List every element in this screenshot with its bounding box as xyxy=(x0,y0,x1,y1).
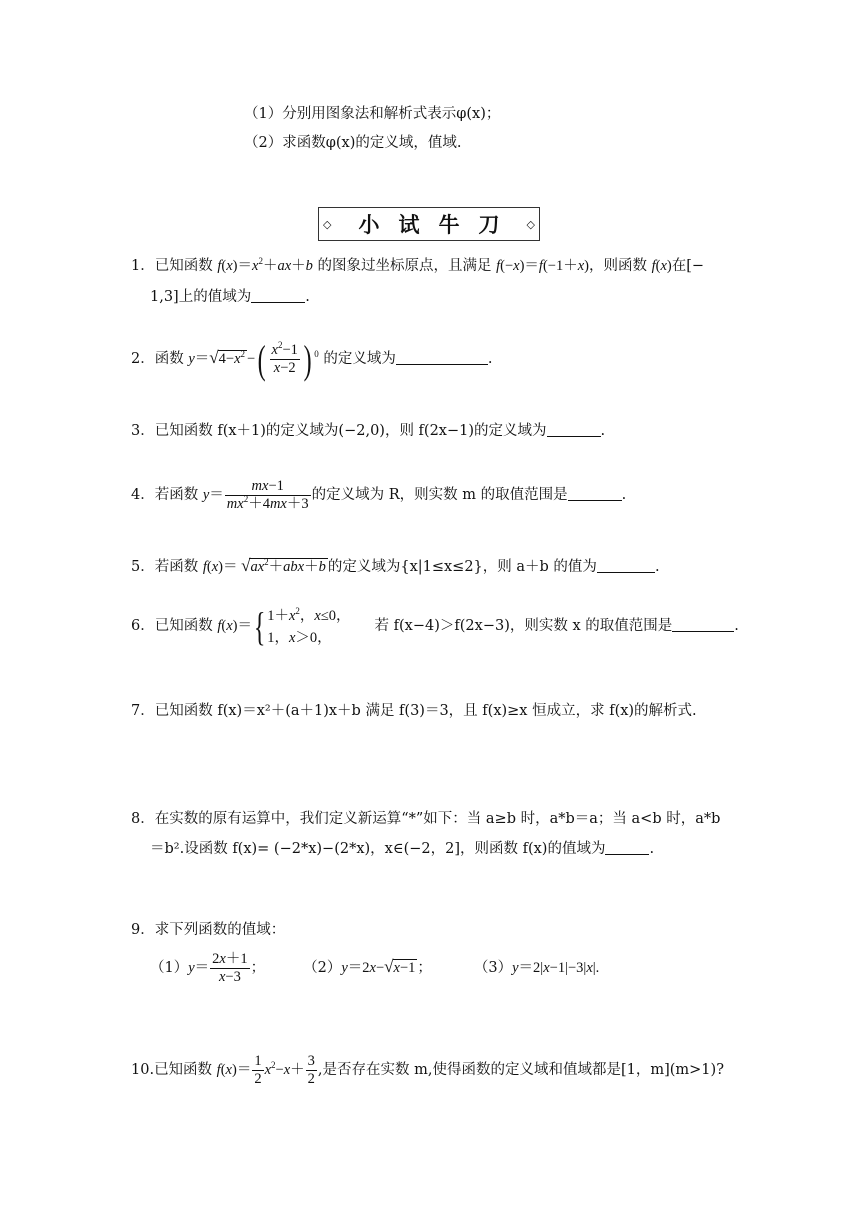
problem-10: 10.已知函数 f(x)＝ $\frac{1}{2}$ $x^2-x+$ $\frac{3}{2}$ ,是否存在实数 m,使得函数的定义域和值域都是[1，m](m>1)? xyxy=(131,1053,724,1088)
problem-7: 7．已知函数 f(x)＝x²＋(a＋1)x＋b 满足 f(3)＝3，且 f(x)≥x 恒成立，求 f(x)的解析式. xyxy=(131,703,697,719)
problem-9-intro: 9．求下列函数的值域： xyxy=(131,922,286,938)
problem-6: 6．已知函数 f(x)＝{ $1+x^2$，x≤0， 1，x＞0， 若 f(x−4)＞f(2x−3)，则实数 x 的取值范围是 . xyxy=(131,603,739,649)
section-title: 小试牛刀 xyxy=(358,213,519,237)
problem-4: 4．若函数 y＝ $\frac{mx-1}{mx^2+4mx+3}$ 的定义域为 R，则实数 m 的取值范围是 . xyxy=(131,478,627,513)
problem-1-line-2: 1,3]上的值域为 . xyxy=(150,289,310,305)
problem-2: 2．函数 $y=√4-x^2$ −( $\frac{x^2-1}{x-2}$ ) $^0$ 的定义域为 . xyxy=(131,336,493,382)
problem-1-line-1: 1．已知函数 $f(x)=x^2+ax+b$ 的图象过坐标原点，且满足 f(−x)＝f(−1＋x)，则函数 f(x)在[− xyxy=(131,256,705,274)
section-title-box xyxy=(318,207,540,241)
problem-8-line-1: 8．在实数的原有运算中，我们定义新运算“*”如下：当 a≥b 时，a*b＝a；当 a<b 时，a*b xyxy=(131,811,721,827)
diamond-left-icon: ◇ xyxy=(323,217,332,231)
problem-5: 5．若函数 $f(x)= √ax^2+abx+b$ 的定义域为{x|1≤x≤2}，则 a＋b 的值为 . xyxy=(131,556,660,575)
diamond-right-icon: ◇ xyxy=(526,217,535,231)
intro-part-2: （2）求函数φ(x)的定义域，值域. xyxy=(244,135,462,151)
problem-3: 3．已知函数 f(x＋1)的定义域为(−2,0)，则 f(2x−1)的定义域为 . xyxy=(131,423,606,439)
problem-8-line-2: ＝b².设函数 f(x)= (−2*x)−(2*x)，x∈(−2，2]，则函数 f(x)的值域为 . xyxy=(150,841,655,857)
intro-part-1: （1）分别用图象法和解析式表示φ(x)； xyxy=(244,106,501,122)
problem-9-items: （1）y＝ $\frac{2x+1}{x-3}$ ； （2）y＝2x−√x−1 ； （3）y＝2|x−1|−3|x|. xyxy=(150,951,600,986)
